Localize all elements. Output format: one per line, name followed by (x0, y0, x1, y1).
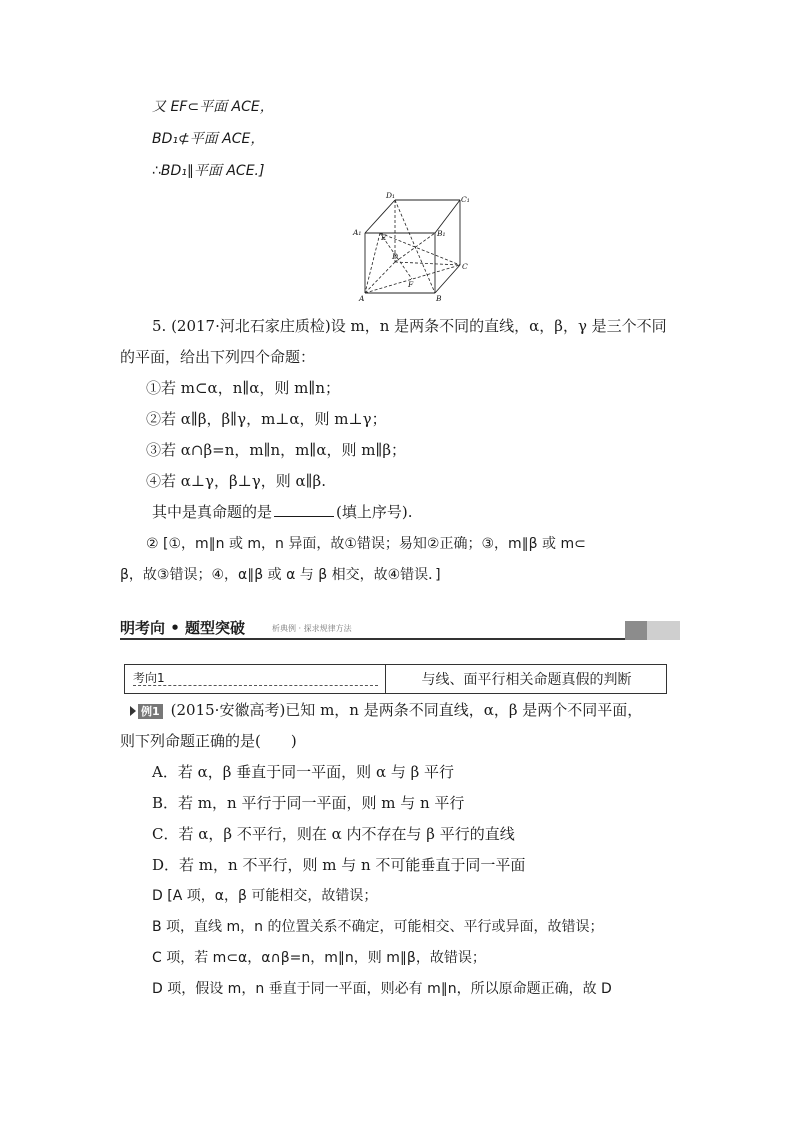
proof-line-1: 又 EF⊂平面 ACE， (152, 99, 274, 115)
example-stem-1: (2015·安徽高考)已知 m，n 是两条不同直线，α，β 是两个不同平面， (170, 701, 643, 719)
proof-line-2: BD₁⊄平面 ACE， (152, 131, 265, 147)
topic-label-cell (125, 665, 386, 693)
section-decor-dark (625, 621, 647, 640)
section-divider (120, 638, 625, 640)
q5-ask-prefix: 其中是真命题的是 (152, 503, 273, 521)
example-option-a: A．若 α，β 垂直于同一平面，则 α 与 β 平行 (152, 763, 455, 781)
example-tag: 例1 (138, 704, 163, 719)
example-solution-3: C 项，若 m⊂α，α∩β=n，m∥n，则 m∥β，故错误； (152, 950, 486, 966)
q5-option-3: ③若 α∩β=n，m∥n，m∥α，则 m∥β； (146, 441, 407, 459)
q5-answer-line-2: β，故③错误；④，α∥β 或 α 与 β 相交，故④错误．] (120, 567, 441, 583)
q5-option-2: ②若 α∥β，β∥γ，m⊥α，则 m⊥γ； (146, 410, 387, 428)
topic-dash-line (133, 685, 378, 686)
q5-ask-suffix: (填上序号). (336, 503, 413, 521)
topic-box (124, 664, 667, 694)
example-line-2: 则下列命题正确的是( ) (120, 732, 297, 750)
q5-option-4: ④若 α⊥γ，β⊥γ，则 α∥β. (146, 472, 326, 490)
q5-line-2: 的平面，给出下列四个命题： (120, 348, 316, 366)
example-solution-1: D [A 项，α，β 可能相交，故错误； (152, 888, 378, 904)
q5-line-1: 5. (2017·河北石家庄质检)设 m，n 是两条不同的直线，α，β，γ 是三个不同 (152, 317, 667, 335)
label-a1: A₁ (353, 228, 362, 237)
triangle-marker-icon (130, 706, 136, 716)
topic-label: 考向1 (133, 671, 165, 685)
proof-line-3: ∴BD₁∥平面 ACE.] (152, 163, 265, 179)
example-line-1 (130, 700, 642, 720)
q5-option-1: ①若 m⊂α，n∥α，则 m∥n； (146, 379, 340, 397)
answer-blank (274, 502, 334, 517)
section-decor-light (647, 621, 680, 640)
label-a: A (359, 294, 365, 302)
example-solution-4: D 项，假设 m，n 垂直于同一平面，则必有 m∥n，所以原命题正确，故 D (152, 981, 612, 997)
example-option-d: D．若 m，n 不平行，则 m 与 n 不可能垂直于同一平面 (152, 856, 526, 874)
label-b: B (436, 294, 442, 302)
section-header (120, 618, 680, 640)
label-b1: B₁ (437, 229, 446, 238)
section-title: 明考向 • 题型突破 (120, 619, 246, 637)
label-e: E (381, 233, 387, 242)
q5-answer-line-1: ② [①，m∥n 或 m，n 异面，故①错误；易知②正确；③，m∥β 或 m⊂ (146, 536, 586, 552)
label-f: F (408, 280, 414, 289)
q5-ask (152, 502, 413, 522)
topic-title: 与线、面平行相关命题真假的判断 (421, 672, 632, 688)
section-subtitle: 析典例 · 探求规律方法 (272, 624, 352, 633)
label-d1: D₁ (386, 191, 396, 200)
cube-figure (350, 190, 475, 302)
example-option-b: B．若 m，n 平行于同一平面，则 m 与 n 平行 (152, 794, 465, 812)
example-solution-2: B 项，直线 m，n 的位置关系不确定，可能相交、平行或异面，故错误； (152, 919, 604, 935)
label-d: D (392, 252, 399, 261)
label-c1: C₁ (461, 195, 470, 204)
label-c: C (462, 262, 468, 271)
example-option-c: C．若 α，β 不平行，则在 α 内不存在与 β 平行的直线 (152, 825, 515, 843)
